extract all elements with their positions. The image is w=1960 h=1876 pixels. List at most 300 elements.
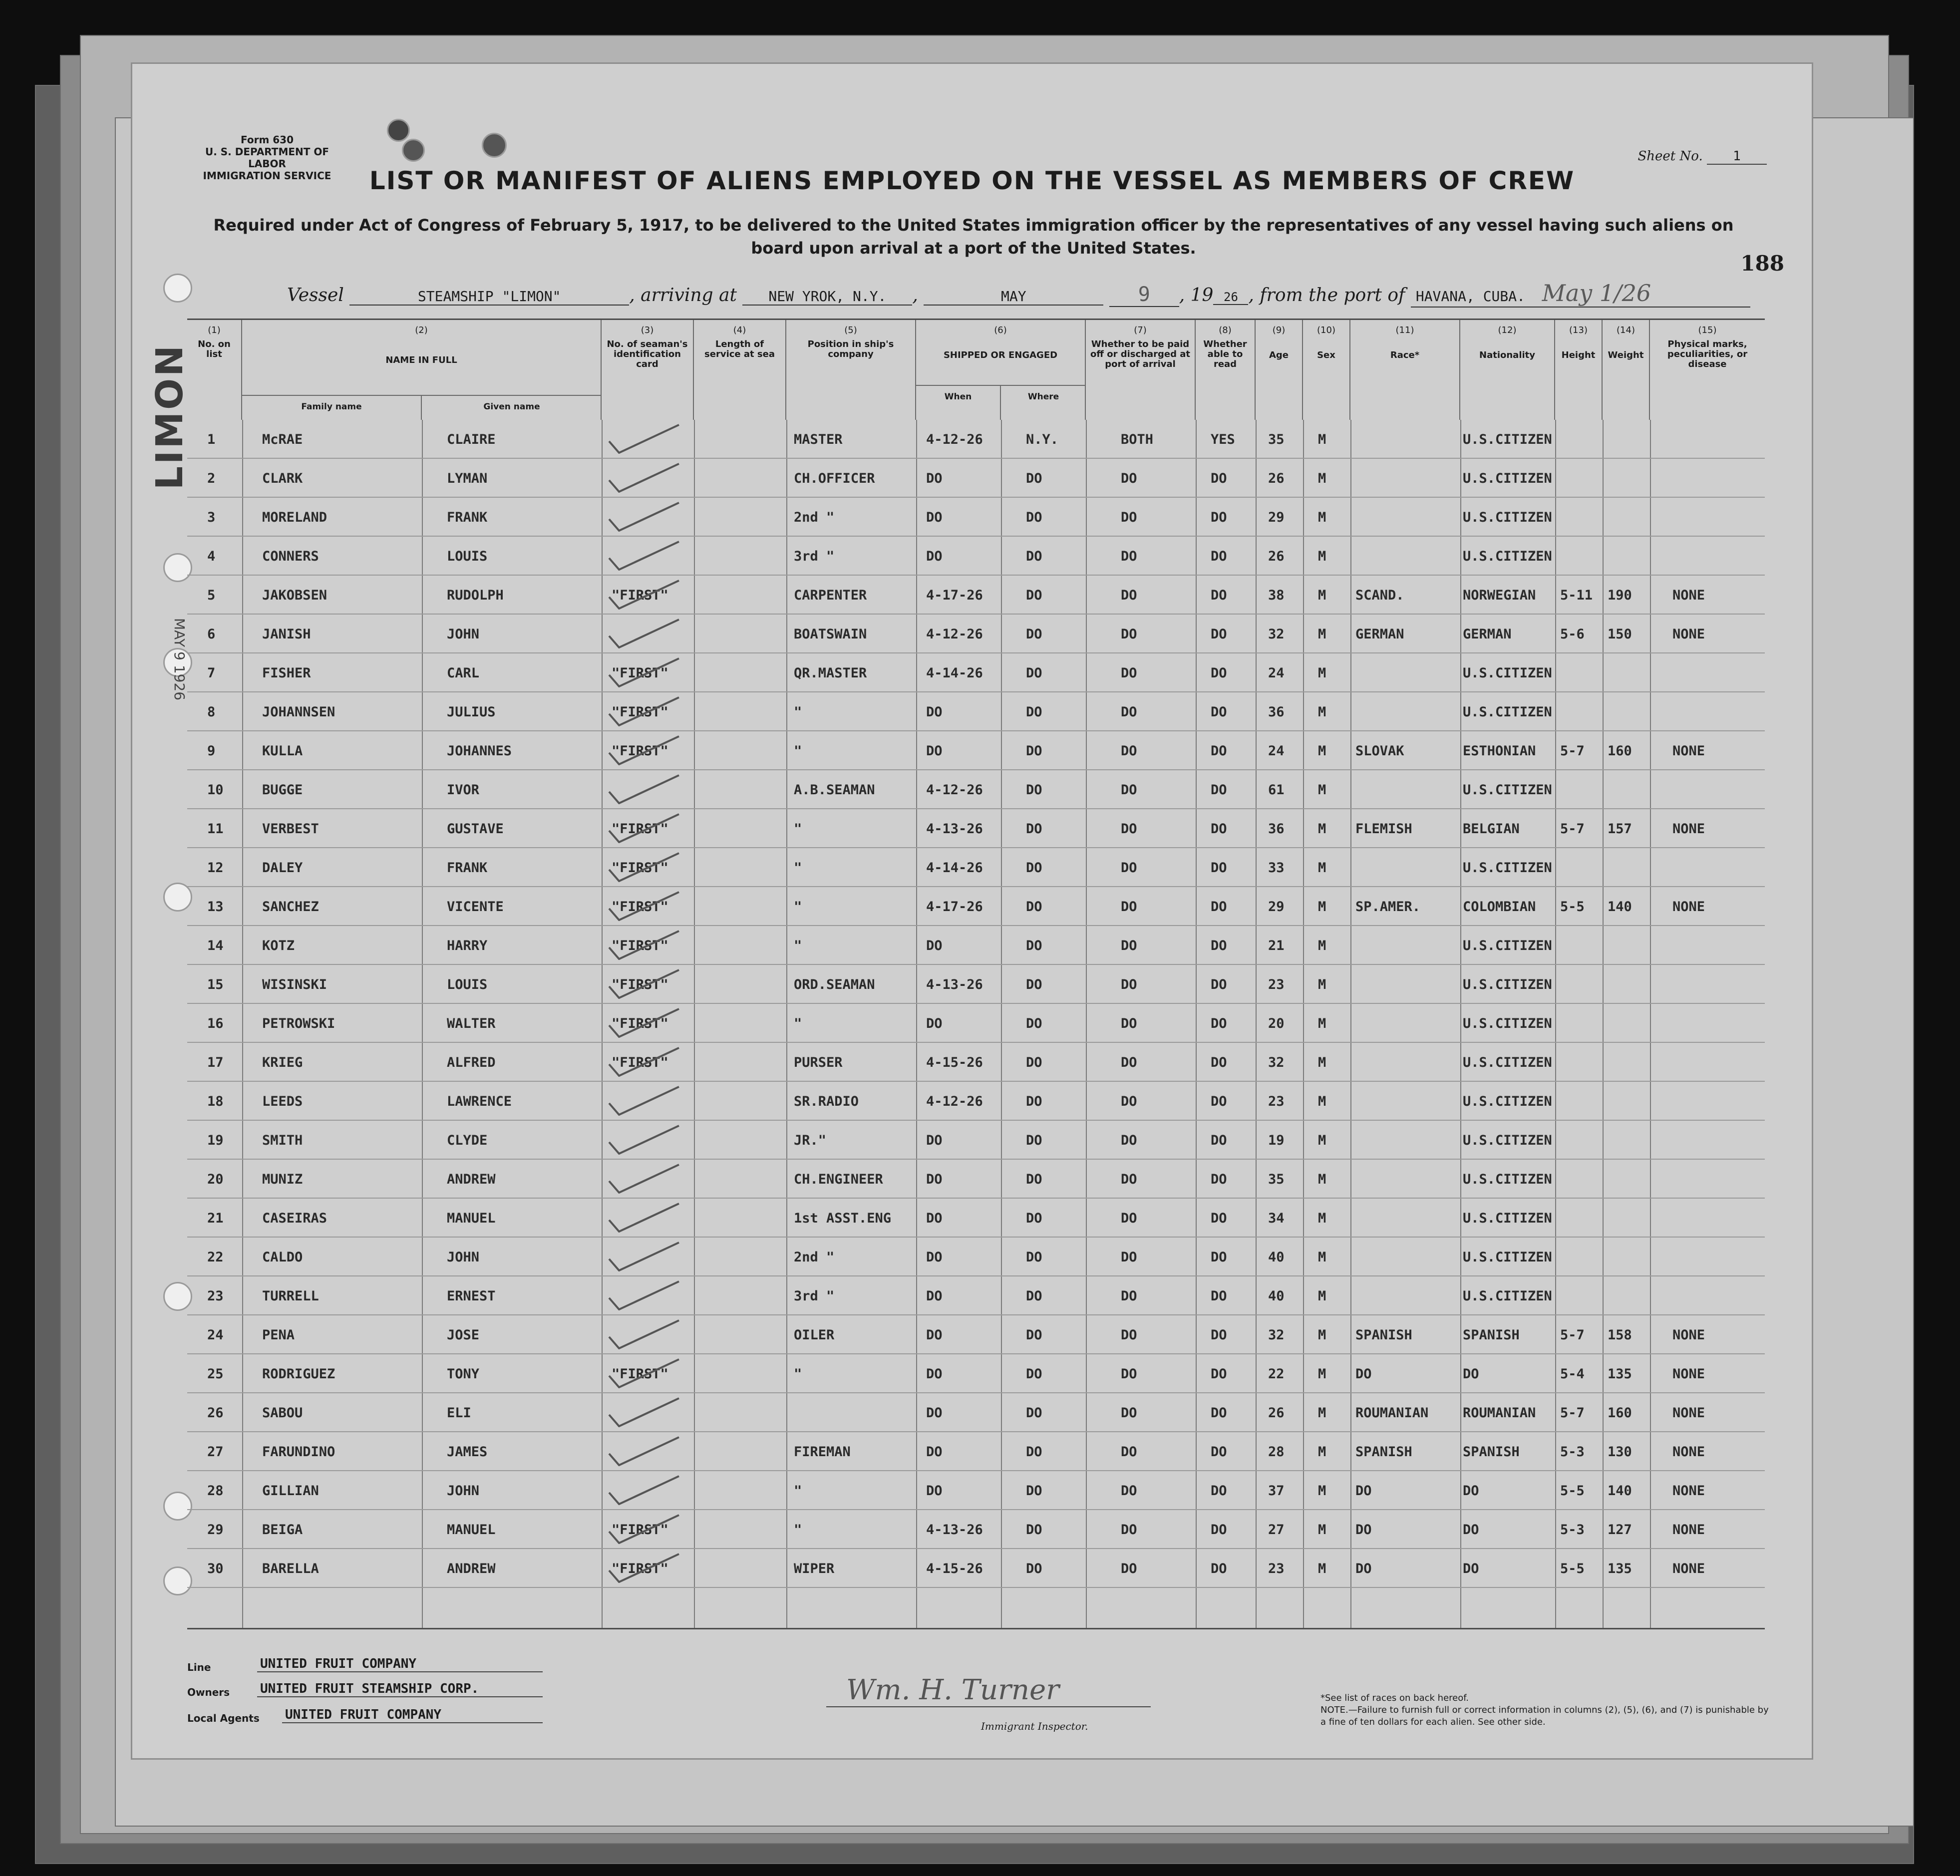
cell-read: DO — [1211, 665, 1227, 681]
cell-no: 1 — [207, 432, 216, 447]
cell-paid: DO — [1121, 1133, 1137, 1148]
cell-position: " — [794, 743, 802, 759]
cell-when: DO — [926, 471, 943, 486]
check-mark-icon — [607, 619, 681, 648]
cell-weight: 160 — [1608, 1405, 1632, 1421]
cell-paid: DO — [1121, 1405, 1137, 1421]
cell-height: 5-6 — [1560, 626, 1585, 642]
cell-given: ERNEST — [447, 1288, 496, 1304]
cell-nat: U.S.CITIZEN — [1463, 1016, 1552, 1031]
agents-value: UNITED FRUIT COMPANY — [282, 1707, 543, 1723]
cell-sex: M — [1318, 1366, 1326, 1382]
cell-family: KRIEG — [262, 1055, 303, 1070]
cell-given: JOHANNES — [447, 743, 512, 759]
cell-family: PETROWSKI — [262, 1016, 335, 1031]
cell-where: DO — [1026, 1405, 1042, 1421]
cell-where: DO — [1026, 1211, 1042, 1226]
cell-age: 40 — [1268, 1250, 1285, 1265]
check-mark-icon — [607, 463, 681, 493]
cell-marks: NONE — [1672, 1327, 1705, 1343]
cell-sex: M — [1318, 1444, 1326, 1460]
cell-family: SABOU — [262, 1405, 303, 1421]
cell-age: 32 — [1268, 626, 1285, 642]
table-row — [187, 1393, 1765, 1432]
cell-family: CONNERS — [262, 549, 319, 564]
check-mark-icon — [607, 1319, 681, 1349]
table-row — [187, 809, 1765, 848]
cell-family: MUNIZ — [262, 1172, 303, 1187]
cell-family: FARUNDINO — [262, 1444, 335, 1460]
check-mark-icon — [607, 1397, 681, 1427]
cell-position: WIPER — [794, 1561, 835, 1576]
cell-given: LAWRENCE — [447, 1094, 512, 1109]
cell-race: DO — [1355, 1522, 1372, 1538]
cell-position: " — [794, 704, 802, 720]
cell-age: 23 — [1268, 1561, 1285, 1576]
cell-height: 5-5 — [1560, 1483, 1585, 1499]
cell-sex: M — [1318, 1211, 1326, 1226]
check-mark-icon — [607, 1358, 681, 1388]
cell-sex: M — [1318, 432, 1326, 447]
check-mark-icon — [607, 891, 681, 921]
cell-marks: NONE — [1672, 1405, 1705, 1421]
table-row — [187, 731, 1765, 770]
cell-card: "FIRST" — [612, 743, 668, 759]
cell-sex: M — [1318, 1288, 1326, 1304]
cell-when: DO — [926, 1405, 943, 1421]
cell-read: DO — [1211, 1522, 1227, 1538]
cell-nat: U.S.CITIZEN — [1463, 977, 1552, 992]
cell-sex: M — [1318, 977, 1326, 992]
cell-no: 18 — [207, 1094, 224, 1109]
table-row — [187, 1354, 1765, 1393]
cell-sex: M — [1318, 1483, 1326, 1499]
cell-given: ANDREW — [447, 1172, 496, 1187]
cell-when: 4-13-26 — [926, 821, 983, 837]
cell-read: DO — [1211, 743, 1227, 759]
cell-race: ROUMANIAN — [1355, 1405, 1429, 1421]
cell-where: DO — [1026, 1561, 1042, 1576]
cell-read: DO — [1211, 938, 1227, 953]
cell-family: LEEDS — [262, 1094, 303, 1109]
cell-position: CH.OFFICER — [794, 471, 875, 486]
table-row — [187, 615, 1765, 653]
check-mark-icon — [607, 1553, 681, 1583]
cell-weight: 150 — [1608, 626, 1632, 642]
cell-read: DO — [1211, 1250, 1227, 1265]
agents-label: Local Agents — [187, 1712, 260, 1724]
cell-weight: 135 — [1608, 1561, 1632, 1576]
col-header-sex: (10) Sex — [1303, 320, 1350, 420]
cell-age: 36 — [1268, 704, 1285, 720]
cell-card: "FIRST" — [612, 1016, 668, 1031]
cell-age: 19 — [1268, 1133, 1285, 1148]
cell-weight: 160 — [1608, 743, 1632, 759]
col-header-name: (2) NAME IN FULL Family name Given name — [242, 320, 602, 420]
cell-paid: DO — [1121, 588, 1137, 603]
cell-no: 28 — [207, 1483, 224, 1499]
cell-age: 35 — [1268, 432, 1285, 447]
cell-nat: DO — [1463, 1366, 1479, 1382]
cell-sex: M — [1318, 938, 1326, 953]
cell-sex: M — [1318, 1016, 1326, 1031]
check-mark-icon — [607, 813, 681, 843]
arrival-month: MAY — [924, 288, 1103, 306]
table-row — [187, 459, 1765, 498]
table-row — [187, 653, 1765, 692]
table-row — [187, 576, 1765, 615]
cell-paid: DO — [1121, 1483, 1137, 1499]
cell-age: 32 — [1268, 1055, 1285, 1070]
cell-read: DO — [1211, 626, 1227, 642]
cell-position: " — [794, 899, 802, 915]
cell-read: DO — [1211, 1444, 1227, 1460]
cell-paid: DO — [1121, 1250, 1137, 1265]
cell-nat: SPANISH — [1463, 1444, 1520, 1460]
cell-nat: ESTHONIAN — [1463, 743, 1536, 759]
cell-nat: COLOMBIAN — [1463, 899, 1536, 915]
departure-port: HAVANA, CUBA. May 1/26 — [1411, 280, 1750, 308]
check-mark-icon — [607, 969, 681, 999]
cell-age: 23 — [1268, 1094, 1285, 1109]
cell-paid: DO — [1121, 938, 1137, 953]
cell-nat: ROUMANIAN — [1463, 1405, 1536, 1421]
cell-position: A.B.SEAMAN — [794, 782, 875, 798]
handwritten-date: May 1/26 — [1542, 280, 1651, 307]
cell-paid: DO — [1121, 1094, 1137, 1109]
cell-when: 4-15-26 — [926, 1055, 983, 1070]
cell-sex: M — [1318, 626, 1326, 642]
cell-given: JOHN — [447, 1483, 480, 1499]
cell-when: DO — [926, 1133, 943, 1148]
cell-given: ALFRED — [447, 1055, 496, 1070]
table-row — [187, 420, 1765, 459]
cell-marks: NONE — [1672, 899, 1705, 915]
cell-where: DO — [1026, 626, 1042, 642]
cell-family: KULLA — [262, 743, 303, 759]
cell-when: DO — [926, 1016, 943, 1031]
arrival-day: 9 — [1109, 283, 1179, 307]
cell-age: 29 — [1268, 899, 1285, 915]
check-mark-icon — [607, 1164, 681, 1194]
cell-paid: DO — [1121, 1016, 1137, 1031]
cell-family: PENA — [262, 1327, 295, 1343]
cell-when: 4-17-26 — [926, 588, 983, 603]
cell-where: DO — [1026, 860, 1042, 876]
cell-when: DO — [926, 1288, 943, 1304]
check-mark-icon — [607, 1514, 681, 1544]
cell-weight: 190 — [1608, 588, 1632, 603]
cell-given: VICENTE — [447, 899, 504, 915]
cell-age: 20 — [1268, 1016, 1285, 1031]
cell-where: DO — [1026, 938, 1042, 953]
cell-when: 4-12-26 — [926, 782, 983, 798]
vessel-name: STEAMSHIP "LIMON" — [349, 288, 629, 306]
col-header-position: (5) Position in ship's company — [786, 320, 916, 420]
manifest-title: LIST OR MANIFEST OF ALIENS EMPLOYED ON THE VESSEL AS MEMBERS OF CREW — [369, 166, 1575, 195]
cell-given: JOSE — [447, 1327, 480, 1343]
cell-read: DO — [1211, 1366, 1227, 1382]
cell-marks: NONE — [1672, 1483, 1705, 1499]
cell-race: SCAND. — [1355, 588, 1404, 603]
cell-sex: M — [1318, 1094, 1326, 1109]
cell-position: CH.ENGINEER — [794, 1172, 883, 1187]
cell-no: 10 — [207, 782, 224, 798]
cell-read: DO — [1211, 510, 1227, 525]
ink-blot — [387, 119, 410, 142]
check-mark-icon — [607, 1008, 681, 1038]
cell-when: 4-14-26 — [926, 665, 983, 681]
cell-race: DO — [1355, 1366, 1372, 1382]
col-header-read: (8) Whether able to read — [1196, 320, 1256, 420]
cell-no: 26 — [207, 1405, 224, 1421]
col-header-no: (1) No. on list — [187, 320, 242, 420]
cell-nat: U.S.CITIZEN — [1463, 1172, 1552, 1187]
inspector-label: Immigrant Inspector. — [981, 1720, 1088, 1732]
cell-position: 1st ASST.ENG — [794, 1211, 892, 1226]
cell-marks: NONE — [1672, 588, 1705, 603]
cell-no: 25 — [207, 1366, 224, 1382]
col-header-card: (3) No. of seaman's identification card — [602, 320, 694, 420]
cell-given: CARL — [447, 665, 480, 681]
cell-card: "FIRST" — [612, 665, 668, 681]
table-row — [187, 1121, 1765, 1160]
cell-when: DO — [926, 1211, 943, 1226]
cell-age: 24 — [1268, 665, 1285, 681]
cell-where: DO — [1026, 743, 1042, 759]
table-row — [187, 1549, 1765, 1588]
cell-when: 4-15-26 — [926, 1561, 983, 1576]
cell-paid: DO — [1121, 1211, 1137, 1226]
cell-read: DO — [1211, 860, 1227, 876]
cell-family: KOTZ — [262, 938, 295, 953]
cell-no: 24 — [207, 1327, 224, 1343]
cell-position: OILER — [794, 1327, 835, 1343]
cell-nat: U.S.CITIZEN — [1463, 510, 1552, 525]
cell-when: 4-14-26 — [926, 860, 983, 876]
col-header-shipped: (6) SHIPPED OR ENGAGED When Where — [916, 320, 1086, 420]
cell-where: DO — [1026, 977, 1042, 992]
cell-sex: M — [1318, 549, 1326, 564]
table-row — [187, 770, 1765, 809]
cell-read: DO — [1211, 588, 1227, 603]
cell-position: " — [794, 1016, 802, 1031]
check-mark-icon — [607, 1125, 681, 1155]
cell-given: FRANK — [447, 860, 488, 876]
cell-nat: U.S.CITIZEN — [1463, 1211, 1552, 1226]
cell-no: 16 — [207, 1016, 224, 1031]
check-mark-icon — [607, 1047, 681, 1077]
cell-paid: DO — [1121, 1366, 1137, 1382]
cell-sex: M — [1318, 588, 1326, 603]
cell-sex: M — [1318, 1250, 1326, 1265]
cell-weight: 140 — [1608, 1483, 1632, 1499]
cell-where: DO — [1026, 1444, 1042, 1460]
cell-height: 5-3 — [1560, 1444, 1585, 1460]
cell-no: 12 — [207, 860, 224, 876]
cell-given: WALTER — [447, 1016, 496, 1031]
cell-nat: U.S.CITIZEN — [1463, 782, 1552, 798]
cell-where: DO — [1026, 1133, 1042, 1148]
cell-no: 13 — [207, 899, 224, 915]
manifest-sheet — [131, 62, 1813, 1760]
cell-no: 27 — [207, 1444, 224, 1460]
cell-where: DO — [1026, 510, 1042, 525]
cell-paid: DO — [1121, 977, 1137, 992]
owners-value: UNITED FRUIT STEAMSHIP CORP. — [257, 1681, 543, 1697]
cell-read: DO — [1211, 899, 1227, 915]
cell-nat: DO — [1463, 1561, 1479, 1576]
table-row — [187, 1510, 1765, 1549]
ink-blot — [482, 133, 507, 158]
cell-where: DO — [1026, 1327, 1042, 1343]
cell-when: DO — [926, 1327, 943, 1343]
cell-when: 4-13-26 — [926, 1522, 983, 1538]
cell-read: YES — [1211, 432, 1235, 447]
check-mark-icon — [607, 657, 681, 687]
cell-when: DO — [926, 1483, 943, 1499]
cell-no: 30 — [207, 1561, 224, 1576]
cell-where: DO — [1026, 1055, 1042, 1070]
cell-age: 40 — [1268, 1288, 1285, 1304]
cell-sex: M — [1318, 704, 1326, 720]
cell-sex: M — [1318, 782, 1326, 798]
cell-family: GILLIAN — [262, 1483, 319, 1499]
cell-position: FIREMAN — [794, 1444, 851, 1460]
cell-sex: M — [1318, 860, 1326, 876]
cell-nat: U.S.CITIZEN — [1463, 1094, 1552, 1109]
cell-height: 5-7 — [1560, 743, 1585, 759]
table-row — [187, 1276, 1765, 1315]
cell-given: JOHN — [447, 1250, 480, 1265]
check-mark-icon — [607, 852, 681, 882]
cell-where: DO — [1026, 1250, 1042, 1265]
table-row — [187, 1315, 1765, 1354]
cell-given: TONY — [447, 1366, 480, 1382]
cell-age: 23 — [1268, 977, 1285, 992]
cell-card: "FIRST" — [612, 1561, 668, 1576]
cell-family: CLARK — [262, 471, 303, 486]
cell-given: CLYDE — [447, 1133, 488, 1148]
cell-position: 3rd " — [794, 549, 835, 564]
crew-table — [187, 318, 1765, 1629]
cell-nat: U.S.CITIZEN — [1463, 1288, 1552, 1304]
cell-given: LOUIS — [447, 977, 488, 992]
cell-no: 15 — [207, 977, 224, 992]
cell-height: 5-5 — [1560, 899, 1585, 915]
cell-sex: M — [1318, 899, 1326, 915]
cell-family: McRAE — [262, 432, 303, 447]
cell-race: SP.AMER. — [1355, 899, 1421, 915]
cell-nat: U.S.CITIZEN — [1463, 1250, 1552, 1265]
cell-read: DO — [1211, 782, 1227, 798]
check-mark-icon — [607, 1436, 681, 1466]
cell-paid: DO — [1121, 1288, 1137, 1304]
cell-read: DO — [1211, 1172, 1227, 1187]
cell-paid: DO — [1121, 704, 1137, 720]
cell-age: 32 — [1268, 1327, 1285, 1343]
cell-sex: M — [1318, 821, 1326, 837]
cell-nat: U.S.CITIZEN — [1463, 432, 1552, 447]
cell-position: ORD.SEAMAN — [794, 977, 875, 992]
cell-when: DO — [926, 938, 943, 953]
table-row — [187, 1238, 1765, 1276]
cell-read: DO — [1211, 471, 1227, 486]
cell-paid: DO — [1121, 860, 1137, 876]
cell-age: 26 — [1268, 549, 1285, 564]
cell-read: DO — [1211, 977, 1227, 992]
cell-position: " — [794, 938, 802, 953]
cell-nat: U.S.CITIZEN — [1463, 938, 1552, 953]
cell-card: "FIRST" — [612, 1366, 668, 1382]
cell-position: JR." — [794, 1133, 827, 1148]
cell-card: "FIRST" — [612, 1522, 668, 1538]
cell-sex: M — [1318, 1133, 1326, 1148]
check-mark-icon — [607, 735, 681, 765]
cell-paid: DO — [1121, 1561, 1137, 1576]
cell-marks: NONE — [1672, 1366, 1705, 1382]
check-mark-icon — [607, 1242, 681, 1271]
cell-age: 28 — [1268, 1444, 1285, 1460]
cell-family: DALEY — [262, 860, 303, 876]
cell-read: DO — [1211, 1327, 1227, 1343]
cell-sex: M — [1318, 1522, 1326, 1538]
cell-no: 20 — [207, 1172, 224, 1187]
cell-age: 22 — [1268, 1366, 1285, 1382]
cell-paid: DO — [1121, 1522, 1137, 1538]
cell-card: "FIRST" — [612, 1055, 668, 1070]
cell-given: MANUEL — [447, 1211, 496, 1226]
cell-given: IVOR — [447, 782, 480, 798]
cell-nat: U.S.CITIZEN — [1463, 549, 1552, 564]
cell-sex: M — [1318, 743, 1326, 759]
margin-vessel-name: LIMON — [148, 343, 191, 490]
cell-paid: DO — [1121, 471, 1137, 486]
cell-where: DO — [1026, 1288, 1042, 1304]
cell-paid: DO — [1121, 899, 1137, 915]
cell-nat: U.S.CITIZEN — [1463, 471, 1552, 486]
cell-family: JAKOBSEN — [262, 588, 327, 603]
ink-blot — [402, 139, 425, 162]
cell-weight: 127 — [1608, 1522, 1632, 1538]
cell-when: 4-17-26 — [926, 899, 983, 915]
cell-no: 11 — [207, 821, 224, 837]
stamp-number: 188 — [1740, 251, 1784, 276]
cell-given: FRANK — [447, 510, 488, 525]
cell-when: DO — [926, 1366, 943, 1382]
arrival-year: 26 — [1213, 290, 1248, 305]
cell-card: "FIRST" — [612, 704, 668, 720]
table-row — [187, 926, 1765, 965]
cell-paid: DO — [1121, 743, 1137, 759]
cell-no: 19 — [207, 1133, 224, 1148]
cell-sex: M — [1318, 1561, 1326, 1576]
cell-family: CASEIRAS — [262, 1211, 327, 1226]
cell-given: CLAIRE — [447, 432, 496, 447]
table-row — [187, 1160, 1765, 1199]
cell-age: 37 — [1268, 1483, 1285, 1499]
cell-read: DO — [1211, 1288, 1227, 1304]
cell-position: " — [794, 1366, 802, 1382]
cell-family: BUGGE — [262, 782, 303, 798]
cell-no: 8 — [207, 704, 216, 720]
cell-given: LYMAN — [447, 471, 488, 486]
cell-card: "FIRST" — [612, 860, 668, 876]
cell-position: MASTER — [794, 432, 843, 447]
cell-position: " — [794, 821, 802, 837]
table-row — [187, 887, 1765, 926]
cell-age: 33 — [1268, 860, 1285, 876]
